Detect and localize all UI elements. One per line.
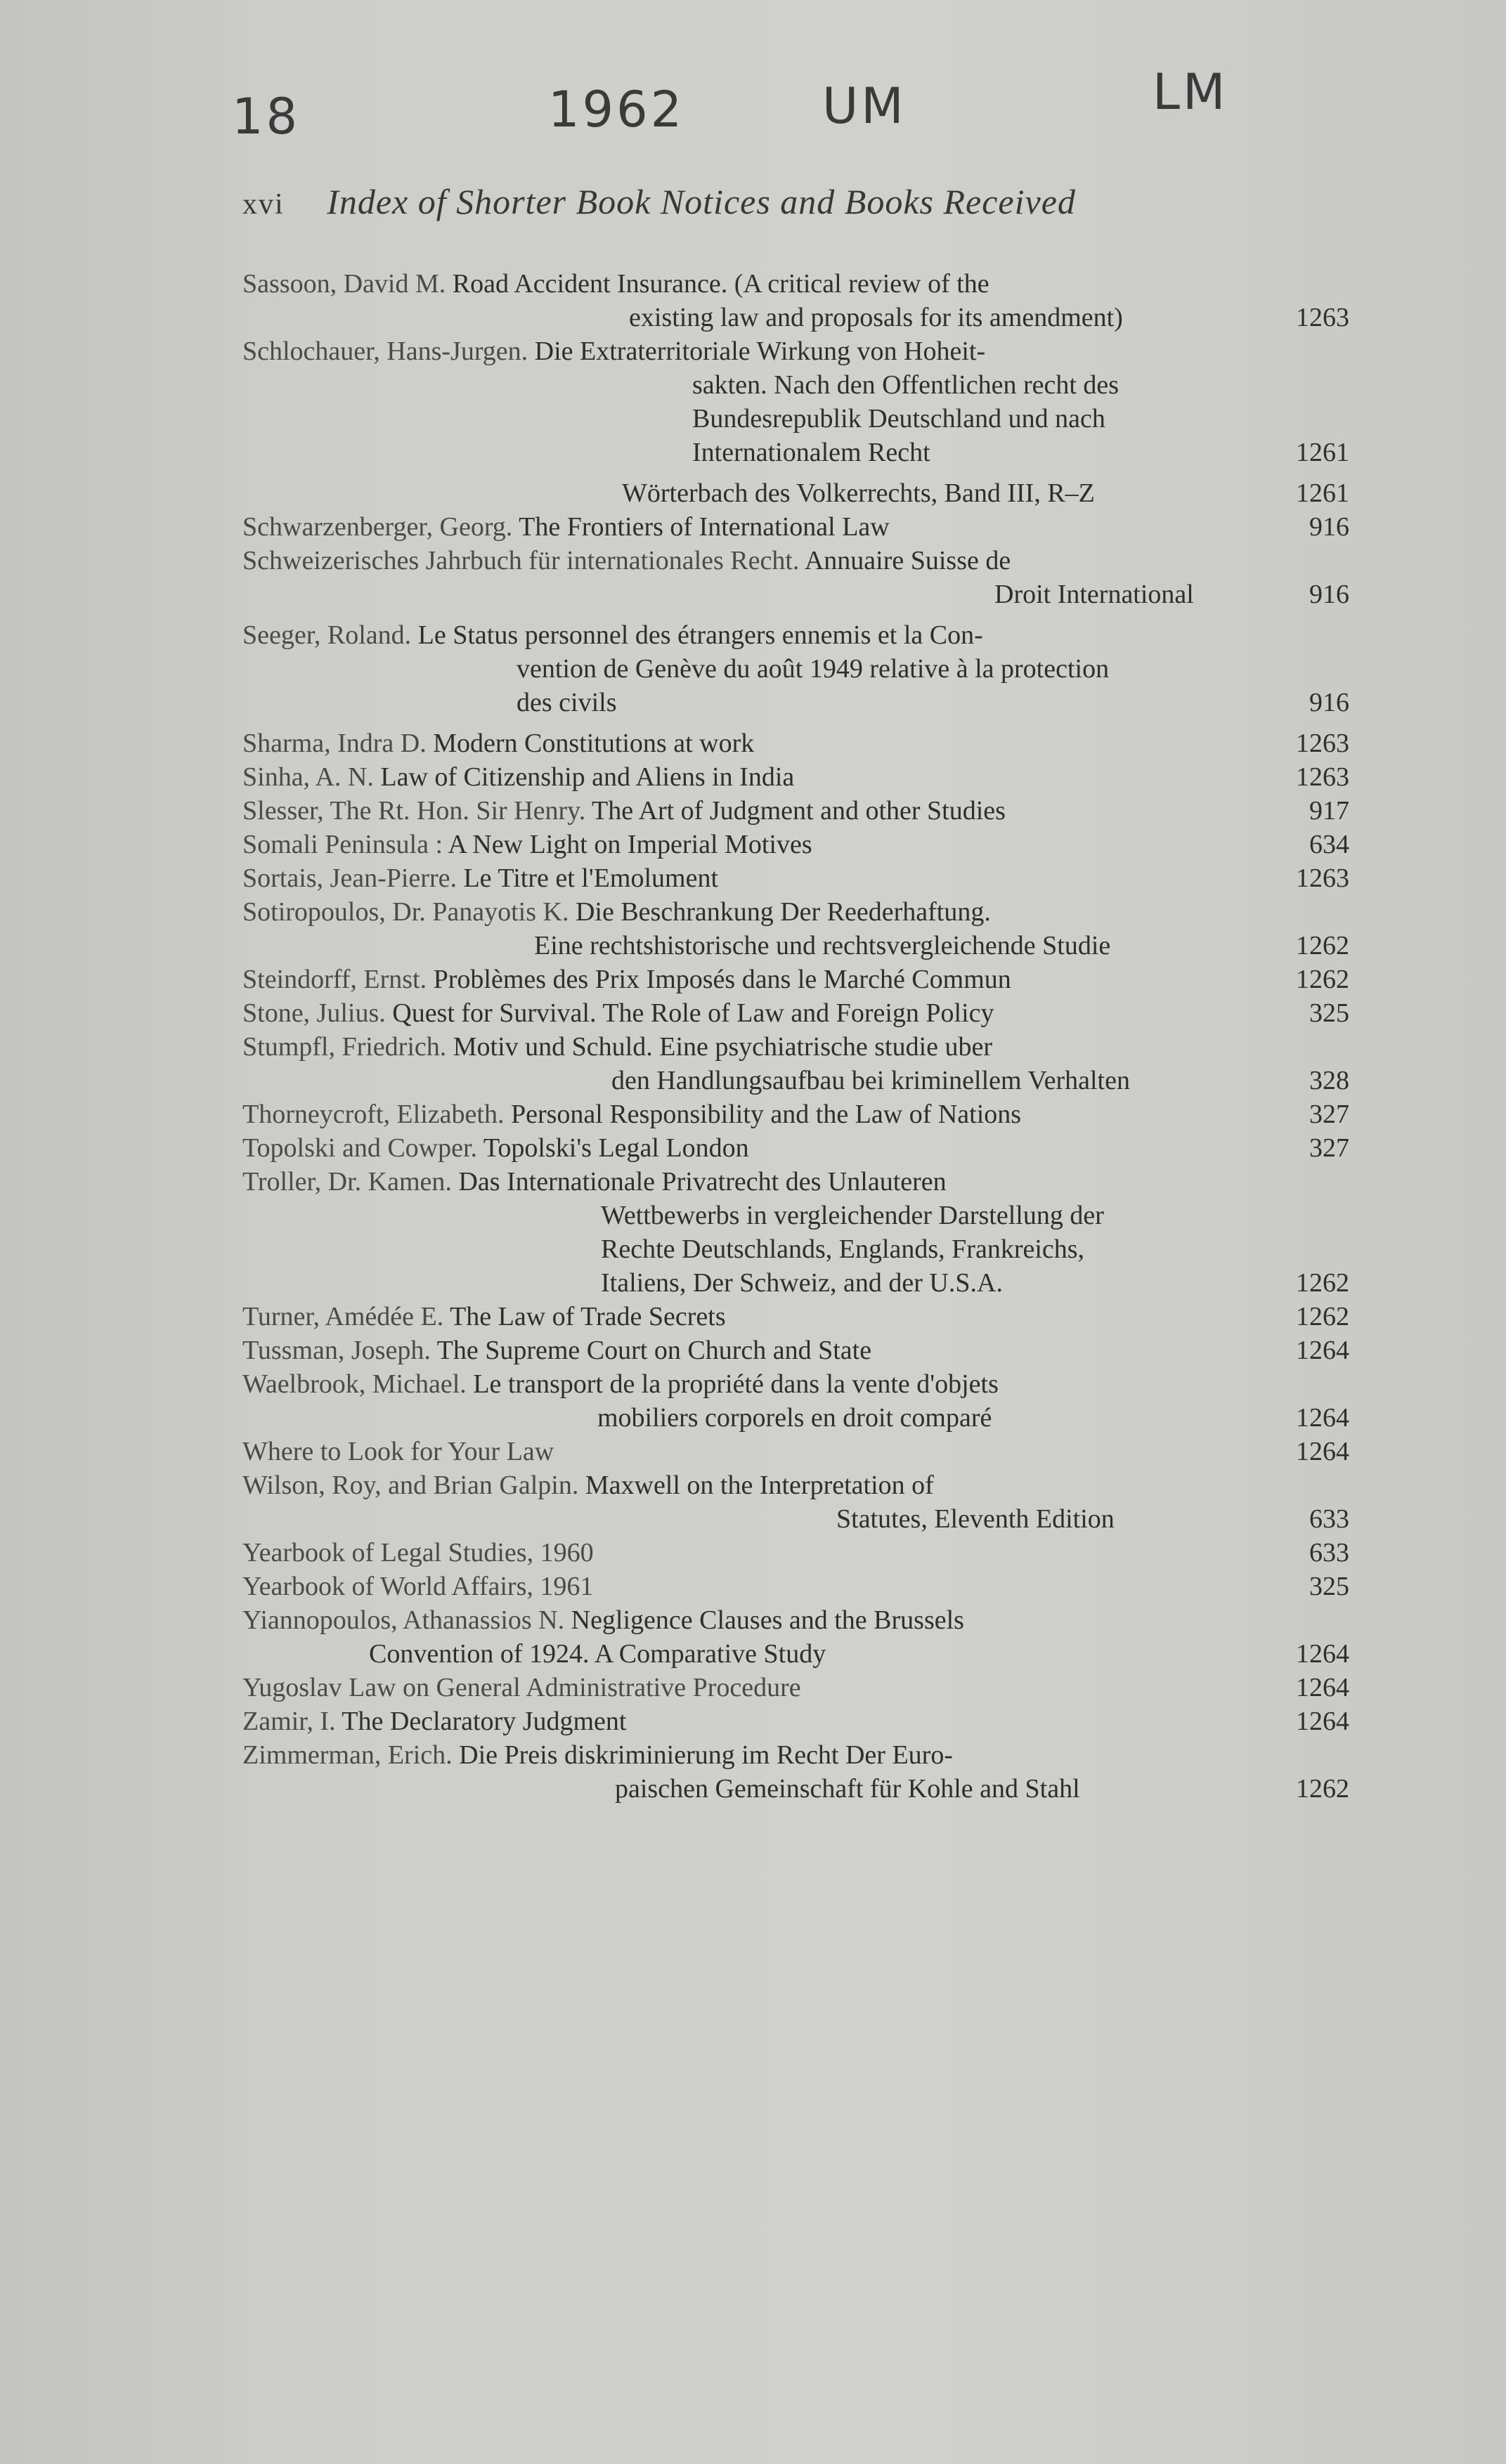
- index-entry-line: [242, 267, 1349, 301]
- entry-page-number: 328: [1309, 1066, 1349, 1095]
- entry-title: Die Preis diskriminierung im Recht Der Euro-: [459, 1740, 953, 1770]
- entry-page-number: 1264: [1296, 1403, 1349, 1433]
- entry-title: Das Internationale Privatrecht des Unlauteren: [458, 1167, 947, 1197]
- entry-author: Somali Peninsula :: [242, 830, 448, 859]
- index-entry-line: [242, 334, 1349, 368]
- entry-author: Sharma, Indra D.: [242, 729, 434, 758]
- entry-author: Yugoslav Law on General Administrative Procedure: [242, 1673, 801, 1702]
- index-entry: [242, 1165, 1349, 1300]
- entry-author: Yiannopoulos, Athanassios N.: [242, 1605, 571, 1635]
- entry-title: Internationalem Recht: [692, 438, 930, 467]
- index-entry: [242, 996, 1349, 1030]
- entry-author: Seeger, Roland.: [242, 620, 418, 650]
- index-entry-line: [242, 402, 1349, 436]
- entry-title: Droit International: [994, 580, 1194, 609]
- index-entry-line: [242, 828, 1349, 861]
- index-entry-line: [242, 1468, 1349, 1502]
- entry-title: Die Beschrankung Der Reederhaftung.: [575, 897, 991, 927]
- entry-title: The Frontiers of International Law: [519, 512, 890, 542]
- entry-title: Personal Responsibility and the Law of Nations: [510, 1100, 1022, 1129]
- index-entry-line: [242, 1097, 1349, 1131]
- entry-title: Law of Citizenship and Aliens in India: [380, 762, 795, 792]
- index-entry-line: [242, 1232, 1349, 1266]
- index-entry-line: [242, 1199, 1349, 1232]
- index-entry: [242, 895, 1349, 963]
- entry-page-number: 1264: [1296, 1639, 1349, 1669]
- entry-page-number: 1263: [1296, 762, 1349, 792]
- index-entry: [242, 1435, 1349, 1468]
- entry-page-number: 1262: [1296, 1302, 1349, 1331]
- index-entry-line: [242, 618, 1349, 652]
- entry-title: A New Light on Imperial Motives: [448, 830, 812, 859]
- page-number: xvi: [242, 188, 285, 221]
- index-entry-line: [242, 760, 1349, 794]
- entry-title: den Handlungsaufbau bei kriminellem Verhalten: [611, 1066, 1130, 1095]
- entry-title: vention de Genève du août 1949 relative à la protection: [517, 654, 1110, 684]
- entry-title: existing law and proposals for its amendment): [629, 303, 1123, 332]
- entry-title: Maxwell on the Interpretation of: [585, 1471, 934, 1500]
- index-entry: [242, 1334, 1349, 1367]
- index-entry: [242, 1030, 1349, 1097]
- entry-page-number: 1262: [1296, 931, 1349, 960]
- index-entry: [242, 1536, 1349, 1570]
- entry-page-number: 916: [1309, 512, 1349, 542]
- index-entry-line: [242, 1435, 1349, 1468]
- entry-title: The Supreme Court on Church and State: [436, 1336, 872, 1365]
- entry-title: Wörterbach des Volkerrechts, Band III, R–Z: [622, 478, 1095, 508]
- entry-title: Statutes, Eleventh Edition: [836, 1504, 1115, 1534]
- index-entry: [242, 963, 1349, 996]
- entry-title: Convention of 1924. A Comparative Study: [369, 1639, 826, 1669]
- entry-author: Waelbrook, Michael.: [242, 1369, 474, 1399]
- index-entry-line: [242, 686, 1349, 719]
- index-entry-line: [242, 436, 1349, 469]
- entry-title: Le transport de la propriété dans la vente d'objets: [473, 1369, 999, 1399]
- entry-author: Schlochauer, Hans-Jurgen.: [242, 337, 535, 366]
- entry-page-number: 1262: [1296, 965, 1349, 994]
- entry-author: Schwarzenberger, Georg.: [242, 512, 519, 542]
- entry-page-number: 1262: [1296, 1268, 1349, 1298]
- index-entry-line: [242, 1064, 1349, 1097]
- index-entry: [242, 760, 1349, 794]
- entry-title: Modern Constitutions at work: [433, 729, 755, 758]
- entry-title: mobiliers corporels en droit comparé: [597, 1403, 992, 1433]
- entry-title: Problèmes des Prix Imposés dans le Marché Commun: [433, 965, 1011, 994]
- entry-author: Sortais, Jean-Pierre.: [242, 863, 464, 893]
- index-entry-line: [242, 301, 1349, 334]
- page-title: Index of Shorter Book Notices and Books Received: [327, 182, 1076, 221]
- entry-author: Yearbook of Legal Studies, 1960: [242, 1538, 594, 1567]
- index-entry: [242, 1367, 1349, 1435]
- entry-title: Annuaire Suisse de: [804, 546, 1011, 575]
- index-entry-line: [242, 510, 1349, 544]
- entry-title: Bundesrepublik Deutschland und nach: [692, 404, 1105, 434]
- index-entry-line: [242, 996, 1349, 1030]
- entry-author: Sinha, A. N.: [242, 762, 381, 792]
- entry-author: Wilson, Roy, and Brian Galpin.: [242, 1471, 585, 1500]
- entry-title: paischen Gemeinschaft für Kohle and Stahl: [615, 1774, 1080, 1804]
- index-entry: [242, 828, 1349, 861]
- entry-title: The Declaratory Judgment: [342, 1707, 627, 1736]
- entry-page-number: 1263: [1296, 729, 1349, 758]
- index-entry-line: [242, 1603, 1349, 1637]
- entry-title: sakten. Nach den Offentlichen recht des: [692, 370, 1119, 400]
- entry-author: Where to Look for Your Law: [242, 1437, 554, 1466]
- index-entry: [242, 1468, 1349, 1536]
- index-entry: [242, 544, 1349, 611]
- entry-title: Rechte Deutschlands, Englands, Frankreichs,: [601, 1234, 1085, 1264]
- entry-author: Troller, Dr. Kamen.: [242, 1167, 459, 1197]
- entry-author: Zamir, I.: [242, 1707, 342, 1736]
- entry-title: Die Extraterritoriale Wirkung von Hoheit-: [534, 337, 986, 366]
- index-entry-line: [242, 1367, 1349, 1401]
- index-entry-line: [242, 1570, 1349, 1603]
- index-entry: [242, 1300, 1349, 1334]
- index-entry-line: [242, 1772, 1349, 1806]
- index-list: [242, 267, 1349, 1806]
- entry-page-number: 633: [1309, 1504, 1349, 1534]
- entry-title: Le Status personnel des étrangers ennemis et la Con-: [417, 620, 983, 650]
- index-entry-line: [242, 368, 1349, 402]
- index-entry: [242, 510, 1349, 544]
- spacer: [242, 611, 1349, 618]
- entry-page-number: 1262: [1296, 1774, 1349, 1804]
- index-entry: [242, 1131, 1349, 1165]
- spacer: [242, 469, 1349, 476]
- index-entry-line: [242, 544, 1349, 578]
- entry-title: Wettbewerbs in vergleichender Darstellung der: [601, 1201, 1104, 1230]
- index-entry: [242, 726, 1349, 760]
- handwritten-number: 18: [232, 88, 301, 145]
- entry-page-number: 1264: [1296, 1707, 1349, 1736]
- entry-page-number: 1261: [1296, 478, 1349, 508]
- entry-author: Stone, Julius.: [242, 998, 393, 1028]
- entry-page-number: 1263: [1296, 863, 1349, 893]
- entry-title: The Law of Trade Secrets: [450, 1302, 726, 1331]
- index-entry-line: [242, 1401, 1349, 1435]
- entry-title: The Art of Judgment and other Studies: [592, 796, 1006, 826]
- entry-title: Italiens, Der Schweiz, and der U.S.A.: [601, 1268, 1003, 1298]
- index-entry: [242, 476, 1349, 510]
- index-entry-line: [242, 794, 1349, 828]
- index-entry-line: [242, 929, 1349, 963]
- entry-page-number: 633: [1309, 1538, 1349, 1567]
- page-header: [242, 181, 1076, 222]
- index-entry-line: [242, 1671, 1349, 1704]
- index-entry-line: [242, 1030, 1349, 1064]
- index-entry: [242, 1097, 1349, 1131]
- index-entry: [242, 618, 1349, 719]
- entry-author: Turner, Amédée E.: [242, 1302, 450, 1331]
- index-entry-line: [242, 578, 1349, 611]
- index-entry-line: [242, 895, 1349, 929]
- entry-page-number: 325: [1309, 1572, 1349, 1601]
- index-entry: [242, 334, 1349, 469]
- entry-page-number: 1263: [1296, 303, 1349, 332]
- entry-page-number: 327: [1309, 1133, 1349, 1163]
- handwritten-year: 1962: [548, 81, 685, 138]
- index-entry: [242, 1570, 1349, 1603]
- index-entry-line: [242, 1266, 1349, 1300]
- entry-author: Tussman, Joseph.: [242, 1336, 437, 1365]
- entry-page-number: 1264: [1296, 1673, 1349, 1702]
- index-entry-line: [242, 1300, 1349, 1334]
- entry-title: Eine rechtshistorische und rechtsvergleichende Studie: [534, 931, 1111, 960]
- index-entry: [242, 1738, 1349, 1806]
- entry-title: Le Titre et l'Emolument: [463, 863, 719, 893]
- entry-page-number: 634: [1309, 830, 1349, 859]
- index-entry-line: [242, 1502, 1349, 1536]
- entry-page-number: 327: [1309, 1100, 1349, 1129]
- handwritten-code-1: UM: [822, 77, 907, 135]
- index-entry-line: [242, 1165, 1349, 1199]
- entry-author: Topolski and Cowper.: [242, 1133, 483, 1163]
- entry-page-number: 1264: [1296, 1336, 1349, 1365]
- entry-title: des civils: [517, 688, 617, 717]
- entry-page-number: 916: [1309, 580, 1349, 609]
- index-entry: [242, 861, 1349, 895]
- entry-title: Motiv und Schuld. Eine psychiatrische studie uber: [453, 1032, 993, 1062]
- index-entry-line: [242, 726, 1349, 760]
- entry-author: Stumpfl, Friedrich.: [242, 1032, 453, 1062]
- entry-page-number: 1264: [1296, 1437, 1349, 1466]
- entry-author: Zimmerman, Erich.: [242, 1740, 460, 1770]
- entry-page-number: 917: [1309, 796, 1349, 826]
- entry-title: Topolski's Legal London: [483, 1133, 749, 1163]
- index-entry-line: [242, 652, 1349, 686]
- entry-page-number: 1261: [1296, 438, 1349, 467]
- entry-author: Steindorff, Ernst.: [242, 965, 434, 994]
- index-entry: [242, 1671, 1349, 1704]
- index-entry-line: [242, 476, 1349, 510]
- index-entry-line: [242, 1131, 1349, 1165]
- index-entry: [242, 1603, 1349, 1671]
- index-entry-line: [242, 1334, 1349, 1367]
- entry-author: Sassoon, David M.: [242, 269, 453, 299]
- spacer: [242, 719, 1349, 726]
- entry-page-number: 325: [1309, 998, 1349, 1028]
- entry-author: Yearbook of World Affairs, 1961: [242, 1572, 594, 1601]
- entry-title: Road Accident Insurance. (A critical review of the: [452, 269, 989, 299]
- entry-author: Sotiropoulos, Dr. Panayotis K.: [242, 897, 576, 927]
- index-entry: [242, 1704, 1349, 1738]
- index-entry-line: [242, 861, 1349, 895]
- index-entry: [242, 267, 1349, 334]
- entry-author: Slesser, The Rt. Hon. Sir Henry.: [242, 796, 592, 826]
- index-entry-line: [242, 1637, 1349, 1671]
- entry-title: Quest for Survival. The Role of Law and Foreign Policy: [392, 998, 994, 1028]
- handwritten-code-2: LM: [1153, 63, 1228, 121]
- entry-author: Thorneycroft, Elizabeth.: [242, 1100, 511, 1129]
- index-entry: [242, 794, 1349, 828]
- entry-page-number: 916: [1309, 688, 1349, 717]
- entry-title: Negligence Clauses and the Brussels: [571, 1605, 964, 1635]
- index-entry-line: [242, 1536, 1349, 1570]
- index-entry-line: [242, 1738, 1349, 1772]
- index-entry-line: [242, 1704, 1349, 1738]
- index-entry-line: [242, 963, 1349, 996]
- entry-author: Schweizerisches Jahrbuch für internationales Recht.: [242, 546, 805, 575]
